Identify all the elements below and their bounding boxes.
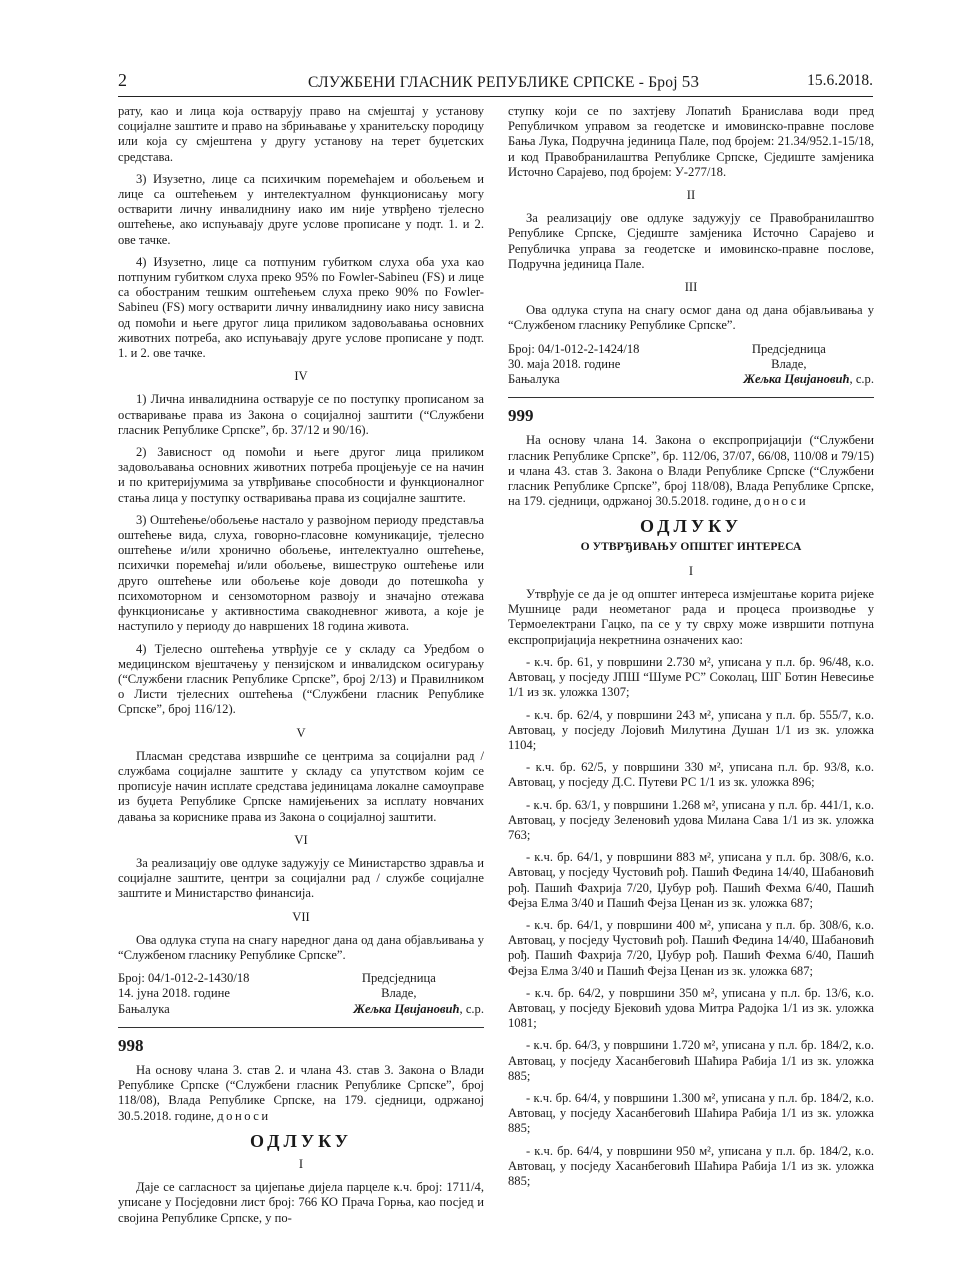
gazette-title bbox=[308, 72, 699, 92]
decision-subtitle: О УТВРЂИВАЊУ ОПШТЕГ ИНТЕРЕСА bbox=[580, 539, 802, 553]
signer-body: Владе, bbox=[381, 986, 417, 1001]
section-number: IV bbox=[294, 369, 308, 384]
paragraph: ступку који се по захтјеву Лопатић Бранислава води пред Републичком управом за геодетске и имовинско-правне послове Бања Лука, Подручна јединица Пале, под бројем: 21.34/952.1-15/18, и код Правобранилаштва Републике Српске, Сједиште замјеника Источно Сарајево, под бројем: У-277/18. bbox=[508, 104, 874, 179]
paragraph: Даје се сагласност за цијепање дијела парцеле к.ч. број: 1711/4, уписане у Посједовни лист број: 766 КО Прача Горња, као посјед и својина Републике Српске, у по- bbox=[118, 1180, 484, 1225]
section-number: VI bbox=[294, 832, 308, 847]
signature-block bbox=[508, 342, 874, 388]
document-date: 30. маја 2018. године bbox=[508, 356, 621, 371]
paragraph bbox=[118, 1063, 484, 1124]
paragraph bbox=[508, 433, 874, 509]
list-item: - к.ч. бр. 61, у површини 2.730 м², уписана у п.л. бр. 96/48, к.о. Автовац, у посједу ЈПШ “Шуме РС” Соколац, ШГ Ботин Невесиње 1/1 из зк. уложка 1307; bbox=[508, 654, 874, 700]
section-number: I bbox=[298, 1156, 304, 1171]
issue-date: 15.6.2018. bbox=[807, 72, 873, 89]
act-number: 998 bbox=[118, 1035, 144, 1055]
list-item: - к.ч. бр. 64/4, у површини 950 м², уписана у п.л. бр. 184/2, к.о. Автовац, у посједу Хасанбеговић Шаћира Рабија 1/1 из зк. уложка 885; bbox=[508, 1143, 874, 1188]
separator-rule bbox=[118, 1027, 484, 1028]
paragraph: 1) Лична инвалиднина остварује се по поступку прописаном за остваривање права из Закона о социјалној заштити (“Службени гласник Републике Српске”, бр. 37/12 и 90/16). bbox=[118, 392, 484, 437]
list-item: - к.ч. бр. 64/4, у површини 1.300 м², уписана у п.л. бр. 184/2, к.о. Автовац, у посједу Хасанбеговић Шаћира Рабија 1/1 из зк. уложка 885; bbox=[508, 1090, 874, 1136]
signer-name bbox=[684, 372, 874, 387]
right-column bbox=[508, 104, 874, 1196]
paragraph: 4) Тјелесно оштећења утврђује се у складу са Уредбом о медицинском вјештачењу у пензијском и инвалидском осигурању (“Службени гласник Републике Српске”, број 2/13) и Правилником о Листи тјелесних оштећења (“Службени гласник Републике Српске”, број 116/12). bbox=[118, 641, 484, 717]
paragraph: Утврђује се да је од општег интереса измјештање корита ријеке Мушнице ради неометаног рада и процеса производње у Термоелектрани Гацко, па се у ту сврху може извршити потпуна експропријација некретнина означених као: bbox=[508, 587, 874, 647]
donosi-word: доноси bbox=[217, 1108, 271, 1123]
donosi-word: доноси bbox=[754, 494, 809, 509]
paragraph: 4) Изузетно, лице са потпуним губитком слуха оба уха као потпуним губитком слуха преко 95% по Fowler-Sabineu (FS) и лице са обостраним тешким оштећењем слуха преко 90% по Fowler-Sabineu (FS) могу остварити личну инвалиднину иако нису зависна од помоћи и његе другог лица приликом задовољавања основних животних потреба, ако испуњавају друге услове прописане у подт. 1. и 2. ове тачке. bbox=[118, 254, 484, 361]
paragraph: За реализацију ове одлуке задужују се Правобранилаштво Републике Српске, Сједиште замјеника Источно Сарајево и Републичка управа за геодетске и имовинско-правне послове, Подручна јединица Пале. bbox=[508, 211, 874, 271]
section-number: III bbox=[684, 280, 698, 295]
header-rule bbox=[118, 96, 873, 97]
paragraph: Ова одлука ступа на снагу наредног дана од дана објављивања у “Службеном гласнику Републике Српске”. bbox=[118, 932, 484, 962]
paragraph: За реализацију ове одлуке задужују се Министарство здравља и социјалне заштите, центри за социјални рад / службе социјалне заштите и Министарство финансија. bbox=[118, 855, 484, 901]
document-place: Бањалука bbox=[118, 1001, 170, 1016]
list-item: - к.ч. бр. 64/1, у површини 883 м², уписана у п.л. бр. 308/6, к.о. Автовац, у посједу Чустовић рођ. Пашић Федина 14/40, Шабановић рођ. Пашић Фахрија 7/20, Џубур рођ. Пашић Фехма 6/40, Пашић Фејза Елма 3/40 и Пашић Фејза Ценан из зк. уложка 687; bbox=[508, 850, 874, 910]
paragraph: рату, као и лица која остварују право на смјештај у установу социјалне заштите и право на збрињавање у хранитељску породицу или која су смјештена у другу установу на терет буџетских средстава. bbox=[118, 104, 484, 164]
preamble: На основу члана 3. став 2. и члана 43. став 3. Закона о Влади Републике Српске (“Службени гласник Републике Српске”, број 118/08), Влада Републике Српске, на 179. сједници, одржаној 30.5.2018. године, bbox=[118, 1062, 484, 1123]
list-item: - к.ч. бр. 64/1, у површини 400 м², уписана у п.л. бр. 308/6, к.о. Автовац, у посједу Чустовић рођ. Пашић Федина 14/40, Шабановић рођ. Пашић Фахрија 7/20, Џубур рођ. Пашић Фехма 6/40, Пашић Фејза Елма 3/40 и Пашић Фејза Ценан из зк. уложка 687; bbox=[508, 917, 874, 978]
paragraph: 3) Оштећење/обољење настало у развојном периоду представља оштећење вида, слуха, говорно-гласовне комуникације, тјелесно оштећење и/или хронично обољење, интелектуално оштећење, психички поремећај и/или обољење, вишеструко оштећење или друго оштећење или обољење које доводи до потешкоћа у психомоторном и сензомоторном развоју и значајно отежава функционисање у активностима свакодневног живота, а које је наступило у периоду до навршених 18 година живота. bbox=[118, 512, 484, 634]
page-header bbox=[118, 70, 873, 94]
signer-name-text: Жељка Цвијановић bbox=[743, 372, 850, 387]
paragraph: 3) Изузетно, лице са психичким поремећајем и обољењем и лице са оштећењем у интелектуалном функционисању могу остварити личну инвалиднину иако им није утврђено тјелесно оштећење, ако испуњавају друге услове прописане у подт. 1. и 2. ове тачке. bbox=[118, 171, 484, 247]
decision-title: ОДЛУКУ bbox=[249, 1130, 352, 1151]
list-item: - к.ч. бр. 64/3, у површини 1.720 м², уписана у п.л. бр. 184/2, к.о. Автовац, у посједу Хасанбеговић Шаћира Рабија 1/1 из зк. уложка 885; bbox=[508, 1038, 874, 1083]
list-item: - к.ч. бр. 62/5, у површини 330 м², уписана п.л. бр. 93/8, к.о. Автовац, у посједу Д.С. Путеви РС 1/1 из зк. уложка 896; bbox=[508, 760, 874, 790]
separator-rule bbox=[508, 397, 874, 398]
signer-role: Предсједница bbox=[361, 971, 436, 986]
document-number: Број: 04/1-012-2-1430/18 bbox=[118, 971, 250, 986]
list-item: - к.ч. бр. 64/2, у површини 350 м², уписана у п.л. бр. 13/6, к.о. Автовац, у посједу Бјековић удова Митра Радојка 1/1 из зк. уложка 1081; bbox=[508, 985, 874, 1031]
signer-suffix: , с.р. bbox=[849, 372, 874, 387]
section-number: VII bbox=[292, 909, 310, 924]
issue-number: 53 bbox=[681, 72, 700, 91]
signer-role: Предсједница bbox=[751, 341, 826, 356]
left-column bbox=[118, 104, 484, 1233]
section-number: II bbox=[686, 188, 696, 203]
preamble: На основу члана 14. Закона о експропријацији (“Службени гласник Републике Српске”, бр. 112/06, 37/07, 66/08, 110/08 и 79/15) и члана 43. став 3. Закона о Влади Републике Српске (“Службени гласник Републике Српске”, број 118/08), Влада Републике Српске, на 179. сједници, одржаној 30.5.2018. године, bbox=[508, 433, 874, 509]
paragraph: Ова одлука ступа на снагу осмог дана од дана објављивања у “Службеном гласнику Републике Српске”. bbox=[508, 303, 874, 333]
document-date: 14. јуна 2018. године bbox=[118, 986, 230, 1001]
list-item: - к.ч. бр. 63/1, у површини 1.268 м², уписана у п.л. бр. 441/1, к.о. Автовац, у посједу Зеленовић удова Милана Сава 1/1 из зк. уложка 763; bbox=[508, 797, 874, 842]
signature-block bbox=[118, 971, 484, 1017]
act-number: 999 bbox=[508, 406, 534, 426]
list-item: - к.ч. бр. 62/4, у површини 243 м², уписана у п.л. бр. 555/7, к.о. Автовац, у посједу Лојовић Милутина Душан 1/1 из зк. уложка 1104; bbox=[508, 707, 874, 752]
section-number: I bbox=[688, 563, 694, 578]
signer-name-text: Жељка Цвијановић bbox=[353, 1001, 460, 1016]
decision-title: ОДЛУКУ bbox=[639, 516, 742, 537]
gazette-name: СЛУЖБЕНИ ГЛАСНИК РЕПУБЛИКЕ СРПСКЕ - Број bbox=[308, 74, 678, 91]
signer-body: Владе, bbox=[771, 356, 807, 371]
page-number: 2 bbox=[118, 70, 127, 90]
paragraph: 2) Зависност од помоћи и његе другог лица приликом задовољавања основних животних потреба процјењује се на начин и по критеријумима за утврђивање способности и функционалног стања лица у поступку остваривања права из социјалне заштите. bbox=[118, 445, 484, 505]
paragraph: Пласман средстава извршиће се центрима за социјални рад / службама социјалне заштите у складу са упутством којим се прописује начин исплате средстава јединицама локалне самоуправе из буџета Републике Српске намијењених за исплату новчаних давања за кориснике права из Закона о социјалној заштити. bbox=[118, 748, 484, 824]
document-place: Бањалука bbox=[508, 372, 560, 387]
document-number: Број: 04/1-012-2-1424/18 bbox=[508, 341, 640, 356]
section-number: V bbox=[296, 725, 306, 740]
signer-suffix: , с.р. bbox=[459, 1001, 484, 1016]
signer-name bbox=[294, 1002, 484, 1017]
